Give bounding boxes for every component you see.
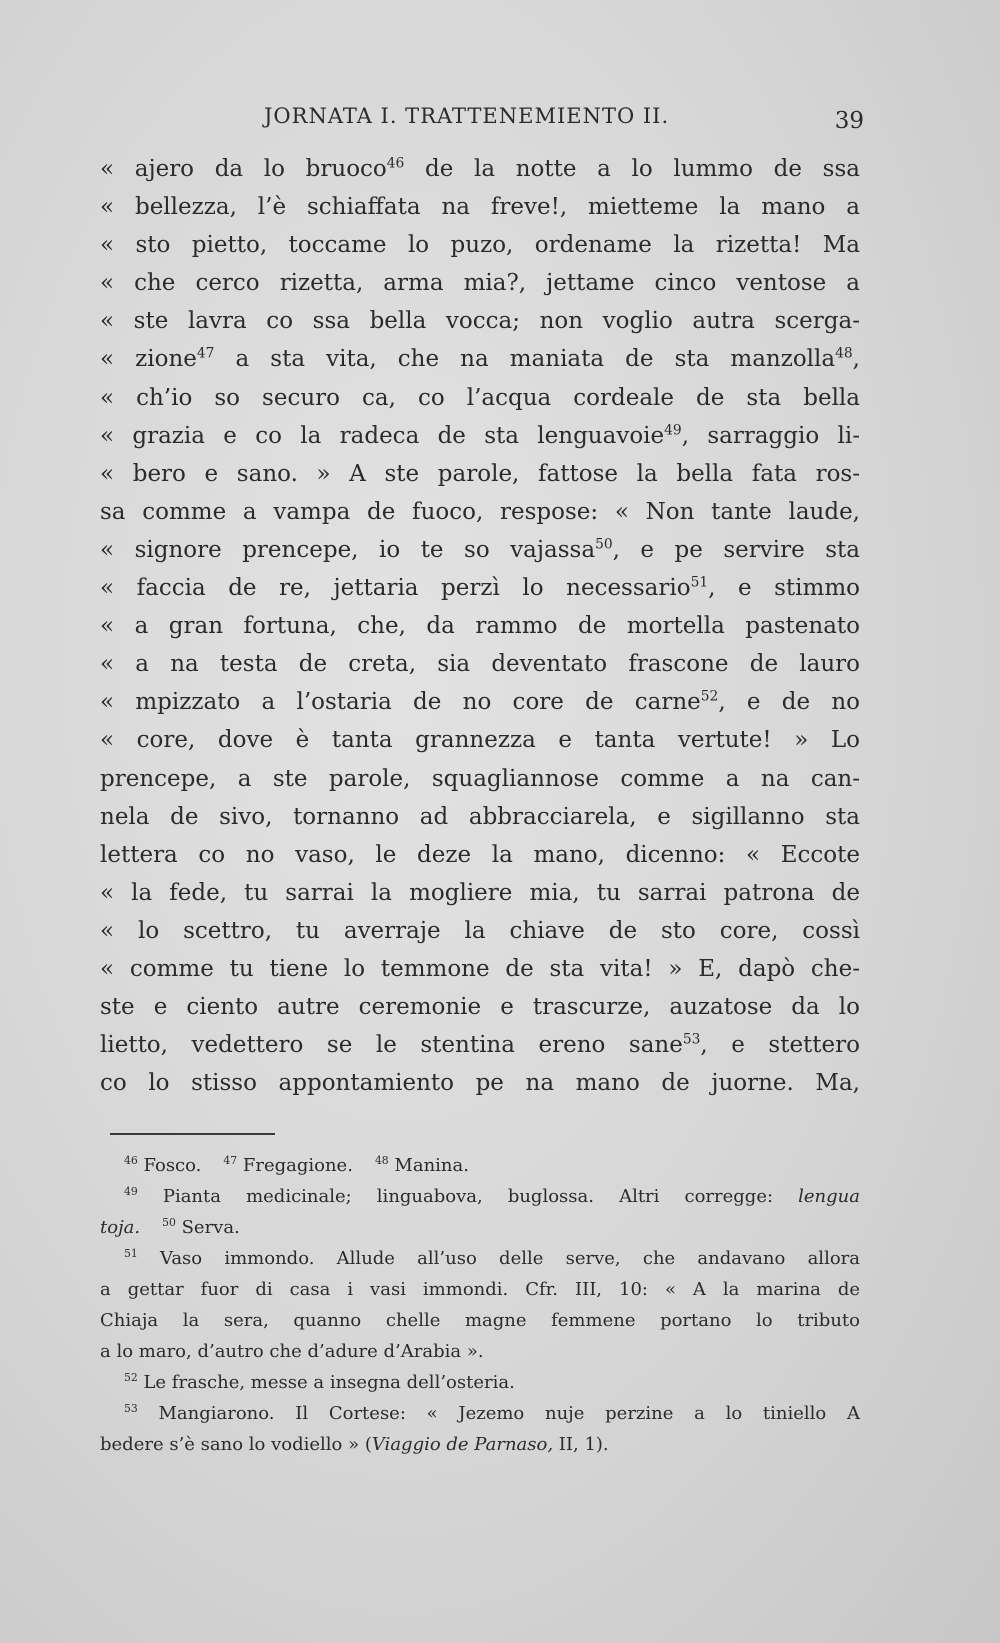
text-run: a sta vita, che na maniata de sta manzolla xyxy=(214,346,836,373)
text-line xyxy=(100,721,860,759)
page-number: 39 xyxy=(834,108,864,134)
text-run: Chiaja la sera, quanno chelle magne femmene portano lo tributo xyxy=(100,1310,860,1331)
text-line xyxy=(100,569,860,607)
footnote-line xyxy=(100,1305,860,1336)
text-run: « ajero da lo bruoco xyxy=(100,156,387,182)
footnote-separator xyxy=(110,1133,275,1135)
text-line xyxy=(100,950,860,988)
text-line xyxy=(100,226,860,264)
text-run: , sarraggio li- xyxy=(681,422,860,449)
note-reference: 46 xyxy=(124,1154,138,1167)
text-line xyxy=(100,188,860,226)
note-reference: 50 xyxy=(595,536,613,553)
footnote-line xyxy=(100,1274,860,1305)
note-reference: 48 xyxy=(374,1154,389,1167)
note-reference: 51 xyxy=(690,574,709,591)
main-text xyxy=(100,150,860,1102)
text-run: « mpizzato a l’ostaria de no core de carne xyxy=(100,689,701,716)
text-run: « a na testa de creta, sia deventato frascone de lauro xyxy=(100,651,860,678)
text-line xyxy=(100,607,860,645)
text-line xyxy=(100,455,860,493)
text-run: « bellezza, l’è schiaffata na freve!, mietteme la mano a xyxy=(100,194,860,221)
text-line xyxy=(100,798,860,836)
text-line xyxy=(100,683,860,721)
text-run: lietto, vedettero se le stentina ereno sane xyxy=(100,1032,683,1059)
text-run: bedere s’è sano lo vodiello » ( xyxy=(100,1434,372,1455)
note-reference: 50 xyxy=(162,1216,176,1229)
note-reference: 52 xyxy=(700,688,719,705)
italic-text: Viaggio de Parnaso, xyxy=(371,1434,554,1455)
text-line xyxy=(100,988,860,1026)
text-run: prencepe, a ste parole, squagliannose comme a na can- xyxy=(100,765,860,792)
text-line xyxy=(100,912,860,950)
note-reference: 46 xyxy=(386,155,405,172)
text-line xyxy=(100,302,860,340)
running-head-title: JORNATA I. TRATTENEMIENTO II. xyxy=(264,104,670,128)
text-line xyxy=(100,379,860,417)
text-run: « sto pietto, toccame lo puzo, ordename la rizetta! Ma xyxy=(100,232,860,259)
text-run: , xyxy=(852,346,860,373)
text-run: Serva. xyxy=(175,1217,240,1238)
text-line xyxy=(100,340,860,378)
text-run: , e pe servire sta xyxy=(612,536,860,563)
text-run: nela de sivo, tornanno ad abbracciarela, e sigillanno sta xyxy=(100,803,860,830)
text-run: « zione xyxy=(100,346,197,373)
footnotes xyxy=(100,1150,860,1460)
text-run: lettera co no vaso, le deze la mano, dicenno: « Eccote xyxy=(100,841,860,868)
note-reference: 51 xyxy=(124,1247,138,1260)
text-run: Le frasche, messe a insegna dell’osteria. xyxy=(137,1372,515,1393)
footnote-line xyxy=(100,1243,860,1274)
text-run: « core, dove è tanta grannezza e tanta vertute! » Lo xyxy=(100,727,860,754)
note-reference: 47 xyxy=(196,345,215,362)
note-reference: 52 xyxy=(124,1371,138,1384)
note-reference: 47 xyxy=(223,1154,238,1167)
text-run: sa comme a vampa de fuoco, respose: « Non tante laude, xyxy=(100,498,860,525)
text-run: « a gran fortuna, che, da rammo de mortella pastenato xyxy=(100,613,860,640)
text-run: a gettar fuor di casa i vasi immondi. Cfr. III, 10: « A la marina de xyxy=(100,1279,860,1300)
text-run: « ch’io so securo ca, co l’acqua cordeale de sta bella xyxy=(100,384,860,411)
text-line xyxy=(100,1064,860,1102)
note-reference: 49 xyxy=(664,422,682,438)
text-run: « che cerco rizetta, arma mia?, jettame cinco ventose a xyxy=(100,270,860,297)
text-run: « grazia e co la radeca de sta lenguavoie xyxy=(100,422,665,449)
text-line xyxy=(100,836,860,874)
text-run: II, 1). xyxy=(553,1434,609,1455)
note-reference: 48 xyxy=(835,345,853,362)
text-run: « ste lavra co ssa bella vocca; non voglio autra scerga- xyxy=(100,308,860,335)
text-run: , e de no xyxy=(718,689,860,716)
text-run: « lo scettro, tu averraje la chiave de sto core, cossì xyxy=(100,917,860,944)
text-line xyxy=(100,1026,860,1064)
note-reference: 49 xyxy=(124,1185,138,1198)
text-run: a lo maro, d’autro che d’adure d’Arabia ». xyxy=(100,1341,484,1362)
footnote-line xyxy=(100,1181,860,1212)
text-run: « comme tu tiene lo temmone de sta vita! » E, dapò che- xyxy=(100,955,860,982)
running-head xyxy=(264,104,864,136)
footnote-line xyxy=(100,1150,860,1181)
text-run: Fregagione. xyxy=(237,1155,353,1176)
text-line xyxy=(100,760,860,798)
text-run: Mangiarono. Il Cortese: « Jezemo nuje perzine a lo tiniello A xyxy=(137,1403,860,1424)
note-reference: 53 xyxy=(124,1402,138,1415)
text-run: de la notte a lo lummo de ssa xyxy=(404,156,860,182)
text-run: « la fede, tu sarrai la mogliere mia, tu sarrai patrona de xyxy=(100,879,860,906)
footnote-line xyxy=(100,1212,860,1243)
text-run: Fosco. xyxy=(137,1155,202,1176)
text-line xyxy=(100,417,860,455)
note-reference: 53 xyxy=(682,1031,701,1048)
text-line xyxy=(100,493,860,531)
italic-text: lengua xyxy=(798,1186,860,1207)
text-line xyxy=(100,264,860,302)
text-run: Manina. xyxy=(388,1155,469,1176)
text-run: Vaso immondo. Allude all’uso delle serve, che andavano allora xyxy=(137,1248,860,1269)
text-run: , e stimmo xyxy=(708,575,861,602)
footnote-line xyxy=(100,1429,860,1460)
footnote-line xyxy=(100,1367,860,1398)
text-line xyxy=(100,531,860,569)
footnote-line xyxy=(100,1336,860,1367)
footnote-line xyxy=(100,1398,860,1429)
italic-text: toja. xyxy=(100,1217,141,1238)
text-run: , e stettero xyxy=(700,1032,860,1059)
text-line xyxy=(100,150,860,188)
text-run: ste e ciento autre ceremonie e trascurze, auzatose da lo xyxy=(100,994,860,1021)
text-line xyxy=(100,874,860,912)
text-run: « signore prencepe, io te so vajassa xyxy=(100,536,596,563)
text-run: « bero e sano. » A ste parole, fattose la bella fata ros- xyxy=(100,460,860,487)
text-run: « faccia de re, jettaria perzì lo necessario xyxy=(100,575,691,602)
text-line xyxy=(100,645,860,683)
text-run: co lo stisso appontamiento pe na mano de juorne. Ma, xyxy=(100,1070,860,1097)
text-run: Pianta medicinale; linguabova, buglossa. Altri corregge: xyxy=(137,1186,799,1207)
